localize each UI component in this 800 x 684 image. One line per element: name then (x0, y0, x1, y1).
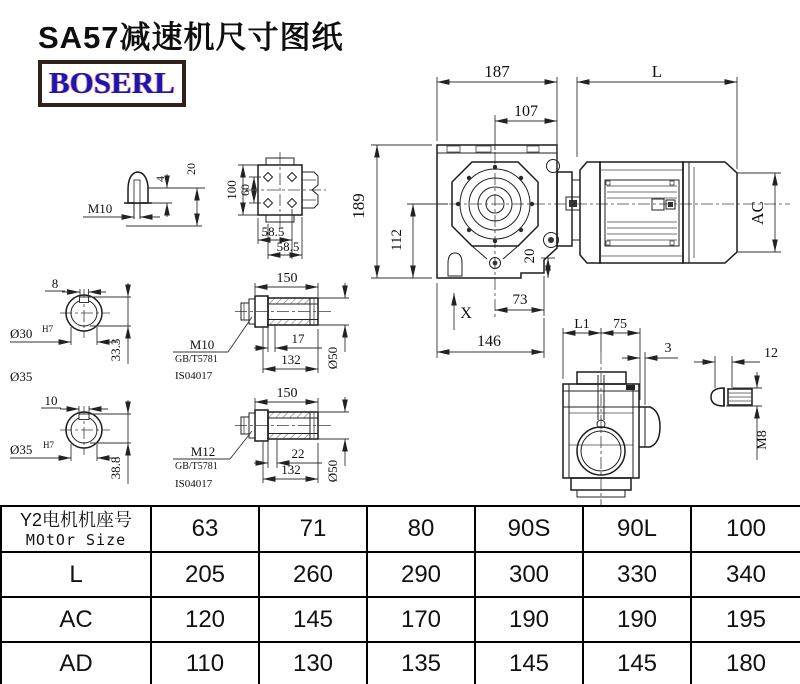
end-dim-75: 75 (613, 317, 627, 332)
shaft1-dim-132: 132 (281, 352, 301, 367)
main-label-X: X (460, 305, 472, 322)
flange-dim-60: 60 (238, 184, 252, 196)
value-cell: 195 (691, 597, 800, 642)
header-label-en: MOtOr Size (25, 530, 127, 549)
value-cell: 130 (259, 642, 367, 684)
row-label: AD (1, 642, 151, 684)
main-dim-73: 73 (512, 292, 528, 308)
shaft2-std1: GB/T5781 (175, 461, 218, 472)
header-label-cn: Y2电机机座号 (19, 509, 133, 530)
table-row-header (1, 506, 800, 552)
value-cell: 145 (583, 642, 691, 684)
shaft1-thread-label: M10 (189, 337, 215, 352)
motor-size-cell: 90S (475, 506, 583, 552)
motor-size-table (0, 505, 800, 684)
plug-thread-label: M10 (87, 201, 113, 216)
value-cell: 110 (151, 642, 259, 684)
value-cell: 120 (151, 597, 259, 642)
shaft1-dim-17: 17 (291, 331, 305, 346)
value-cell: 290 (367, 552, 475, 597)
main-dim-189: 189 (349, 193, 368, 219)
section-dim-333: 33.3 (108, 338, 123, 362)
shaft-section-upper (10, 276, 131, 384)
bolt-dim-12: 12 (764, 346, 778, 361)
shaft2-dim-od: Ø50 (325, 459, 340, 483)
shaft2-dim-150: 150 (276, 386, 298, 401)
main-dim-L: L (651, 62, 663, 81)
flange-dim-100: 100 (224, 180, 239, 200)
row-label: L (1, 552, 151, 597)
section-outer-label: Ø35 (10, 369, 33, 384)
value-cell: 330 (583, 552, 691, 597)
flange-dim-585b: 58.5 (276, 239, 300, 254)
hollow-shaft-lower (173, 386, 349, 490)
end-dim-3: 3 (664, 341, 672, 356)
section-bore-tol: H7 (42, 324, 53, 334)
motor-size-cell: 90L (583, 506, 691, 552)
section2-dim-388: 38.8 (108, 456, 123, 480)
row-label: AC (1, 597, 151, 642)
shaft1-std1: GB/T5781 (175, 354, 218, 365)
motor-fins (607, 186, 677, 240)
value-cell: 190 (475, 597, 583, 642)
end-dim-L1: L1 (574, 317, 590, 332)
motor-size-cell: 63 (151, 506, 259, 552)
value-cell: 205 (151, 552, 259, 597)
main-dim-112: 112 (389, 229, 405, 251)
bolt-detail (694, 346, 778, 460)
section2-bore-tol: H7 (43, 440, 54, 450)
value-cell: 145 (259, 597, 367, 642)
page-title: SA57减速机尺寸图纸 (38, 20, 344, 55)
plug-dim-20: 20 (184, 163, 198, 175)
value-cell: 340 (691, 552, 800, 597)
shaft2-dim-132: 132 (281, 462, 301, 477)
table-row-AD (1, 642, 800, 684)
main-dim-146: 146 (477, 333, 501, 350)
shaft2-std2: IS04017 (175, 478, 213, 490)
motor-size-cell: 80 (367, 506, 475, 552)
bolt-thread-label: M8 (755, 430, 770, 450)
value-cell: 190 (583, 597, 691, 642)
shaft1-dim-od: Ø50 (325, 346, 340, 370)
hollow-shaft-upper (173, 271, 349, 382)
end-view (563, 317, 678, 505)
main-dim-20: 20 (522, 248, 538, 264)
main-view (349, 62, 790, 358)
value-cell: 260 (259, 552, 367, 597)
shaft1-std2: IS04017 (175, 370, 213, 382)
flange-top-view (224, 152, 326, 259)
value-cell: 145 (475, 642, 583, 684)
value-cell: 180 (691, 642, 800, 684)
brand-logo (38, 60, 186, 107)
flange-dim-585a: 58.5 (261, 224, 285, 239)
shaft1-dim-150: 150 (276, 271, 298, 286)
header-label-cell (1, 506, 151, 552)
section2-dim-10: 10 (44, 393, 58, 408)
section-bore-label: Ø30 (10, 326, 33, 341)
plug-dim-4: 4 (153, 176, 167, 182)
value-cell: 300 (475, 552, 583, 597)
section-dim-8: 8 (51, 276, 59, 291)
table-row-AC (1, 597, 800, 642)
shaft-section-lower (10, 393, 131, 484)
main-dim-AC: AC (748, 201, 767, 225)
table-row-L (1, 552, 800, 597)
section2-bore-label: Ø35 (10, 442, 33, 457)
value-cell: 170 (367, 597, 475, 642)
shaft2-thread-label: M12 (190, 444, 216, 459)
plug-detail (83, 163, 205, 226)
brand-logo-text: BOSERL (49, 65, 175, 100)
motor-size-cell: 100 (691, 506, 800, 552)
shaft2-dim-22: 22 (291, 446, 305, 461)
value-cell: 135 (367, 642, 475, 684)
main-dim-107: 107 (514, 103, 538, 120)
main-dim-187: 187 (484, 62, 510, 81)
motor-size-cell: 71 (259, 506, 367, 552)
